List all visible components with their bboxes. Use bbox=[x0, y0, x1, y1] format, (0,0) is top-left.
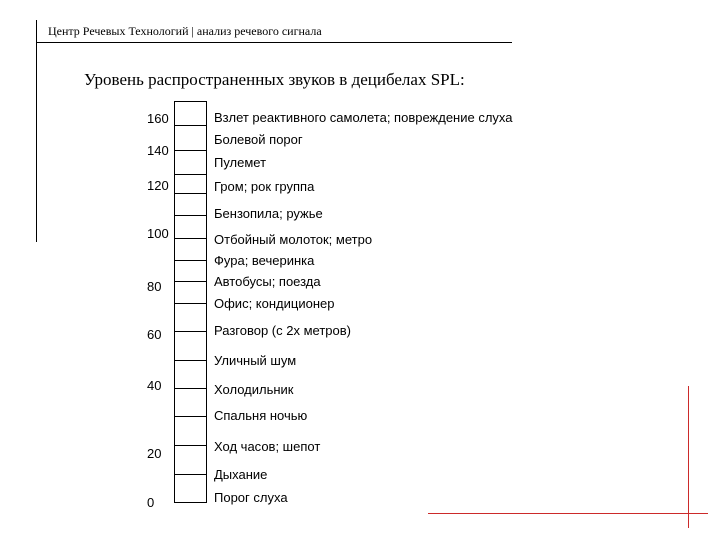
sound-label: Ход часов; шепот bbox=[214, 439, 321, 454]
sound-label: Отбойный молоток; метро bbox=[214, 232, 373, 247]
scale-segment-line bbox=[174, 331, 207, 332]
scale-tick-label: 40 bbox=[147, 378, 162, 393]
sound-label: Дыхание bbox=[214, 467, 268, 482]
scale-segment-line bbox=[174, 303, 207, 304]
sound-label: Разговор (с 2х метров) bbox=[214, 323, 351, 338]
scale-segment-line bbox=[174, 474, 207, 475]
left-vertical-rule bbox=[36, 20, 37, 242]
scale-tick-label: 20 bbox=[147, 446, 162, 461]
sound-label: Пулемет bbox=[214, 155, 267, 170]
page-title: Уровень распространенных звуков в децибелах SPL: bbox=[84, 70, 465, 89]
scale-tick-label: 100 bbox=[147, 226, 169, 241]
header-text: Центр Речевых Технологий | анализ речевого сигнала bbox=[48, 24, 322, 38]
sound-label: Уличный шум bbox=[214, 353, 297, 368]
scale-segment-line bbox=[174, 360, 207, 361]
sound-label: Бензопила; ружье bbox=[214, 206, 323, 221]
sound-label: Фура; вечеринка bbox=[214, 253, 315, 268]
scale-tick-label: 80 bbox=[147, 279, 162, 294]
sound-label: Холодильник bbox=[214, 382, 294, 397]
sound-label: Взлет реактивного самолета; повреждение слуха bbox=[214, 110, 513, 125]
header-underline bbox=[36, 42, 512, 43]
scale-segment-line bbox=[174, 215, 207, 216]
red-vertical-rule bbox=[688, 386, 689, 528]
scale-segment-line bbox=[174, 416, 207, 417]
scale-tick-label: 140 bbox=[147, 143, 169, 158]
scale-segment-line bbox=[174, 260, 207, 261]
scale-segment-line bbox=[174, 445, 207, 446]
scale-segment-line bbox=[174, 281, 207, 282]
sound-label: Спальня ночью bbox=[214, 408, 308, 423]
decibel-scale-bar bbox=[174, 101, 207, 503]
scale-segment-line bbox=[174, 193, 207, 194]
scale-tick-label: 160 bbox=[147, 111, 169, 126]
scale-segment-line bbox=[174, 125, 207, 126]
sound-label: Порог слуха bbox=[214, 490, 288, 505]
sound-label: Гром; рок группа bbox=[214, 179, 315, 194]
red-horizontal-rule bbox=[428, 513, 708, 514]
scale-segment-line bbox=[174, 388, 207, 389]
sound-label: Автобусы; поезда bbox=[214, 274, 321, 289]
scale-segment-line bbox=[174, 238, 207, 239]
sound-label: Офис; кондиционер bbox=[214, 296, 335, 311]
sound-label: Болевой порог bbox=[214, 132, 303, 147]
scale-tick-label: 0 bbox=[147, 495, 155, 510]
scale-segment-line bbox=[174, 174, 207, 175]
scale-tick-label: 120 bbox=[147, 178, 169, 193]
scale-tick-label: 60 bbox=[147, 327, 162, 342]
scale-segment-line bbox=[174, 150, 207, 151]
